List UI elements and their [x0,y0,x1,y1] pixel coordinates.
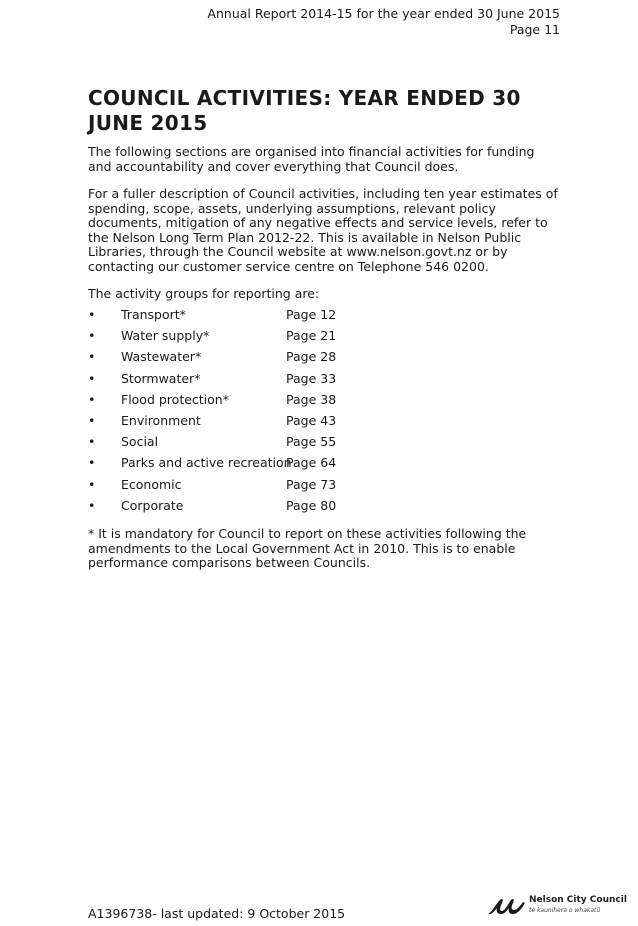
activity-name: Parks and active recreation [121,455,292,471]
report-title: Annual Report 2014-15 for the year ended 30 June 2015 [207,6,560,21]
bullet: • [88,497,96,513]
activity-page: Page 38 [286,391,337,407]
list-item [88,392,488,413]
list-item [88,434,488,455]
activity-name: Stormwater* [121,370,201,386]
fuller-description-paragraph: For a fuller description of Council activities, including ten year estimates of spending, scope, assets, underlying assumptions, relevant policy documents, mitigation of any negative effects and service levels, refer to the Nelson Long Term Plan 2012-22. This is available in Nelson Public Libraries, through the Council website at www.nelson.govt.nz or by contacting our customer service centre on Telephone 546 0200. [88,186,558,274]
activity-groups-intro: The activity groups for reporting are: [88,286,320,301]
activity-page: Page 80 [286,497,337,513]
activity-page: Page 73 [286,476,337,492]
activity-name: Social [121,434,159,450]
bullet: • [88,412,96,428]
list-item [88,307,488,328]
activity-name: Flood protection* [121,391,229,407]
activity-name: Water supply* [121,328,210,344]
bullet: • [88,476,96,492]
list-item [88,371,488,392]
activity-name: Corporate [121,497,184,513]
bullet: • [88,328,96,344]
footer-doc-ref: A1396738- last updated: 9 October 2015 [88,906,346,921]
list-item [88,349,488,370]
council-logo [487,892,627,920]
activity-page: Page 64 [286,455,337,471]
activity-name: Wastewater* [121,349,202,365]
activity-name: Economic [121,476,182,492]
nelson-city-council-logo-icon [487,892,527,918]
list-item [88,413,488,434]
list-item [88,477,488,498]
logo-subtitle: te kaunihera o whakatū [529,907,601,914]
bullet: • [88,434,96,450]
activity-page: Page 55 [286,434,337,450]
list-item [88,455,488,476]
intro-paragraph: The following sections are organised into financial activities for funding and accountability and cover everything that Council does. [88,144,535,174]
bullet: • [88,370,96,386]
activity-page: Page 28 [286,349,337,365]
page-number: Page 11 [509,22,560,37]
page-title: COUNCIL ACTIVITIES: YEAR ENDED 30 JUNE 2015 [88,86,521,135]
activity-page: Page 21 [286,328,337,344]
bullet: • [88,307,96,322]
activity-page: Page 43 [286,412,337,428]
bullet: • [88,455,96,471]
activity-list [88,307,488,519]
mandatory-note: * It is mandatory for Council to report on these activities following the amendments to the Local Government Act in 2010. This is to enable performance comparisons between Councils. [88,526,527,571]
list-item [88,498,488,519]
activity-name: Transport* [121,307,186,322]
activity-name: Environment [121,412,201,428]
bullet: • [88,349,96,365]
activity-page: Page 12 [286,307,337,322]
page-header [207,6,560,38]
bullet: • [88,391,96,407]
list-item [88,328,488,349]
activity-page: Page 33 [286,370,337,386]
logo-name: Nelson City Council [529,895,627,905]
